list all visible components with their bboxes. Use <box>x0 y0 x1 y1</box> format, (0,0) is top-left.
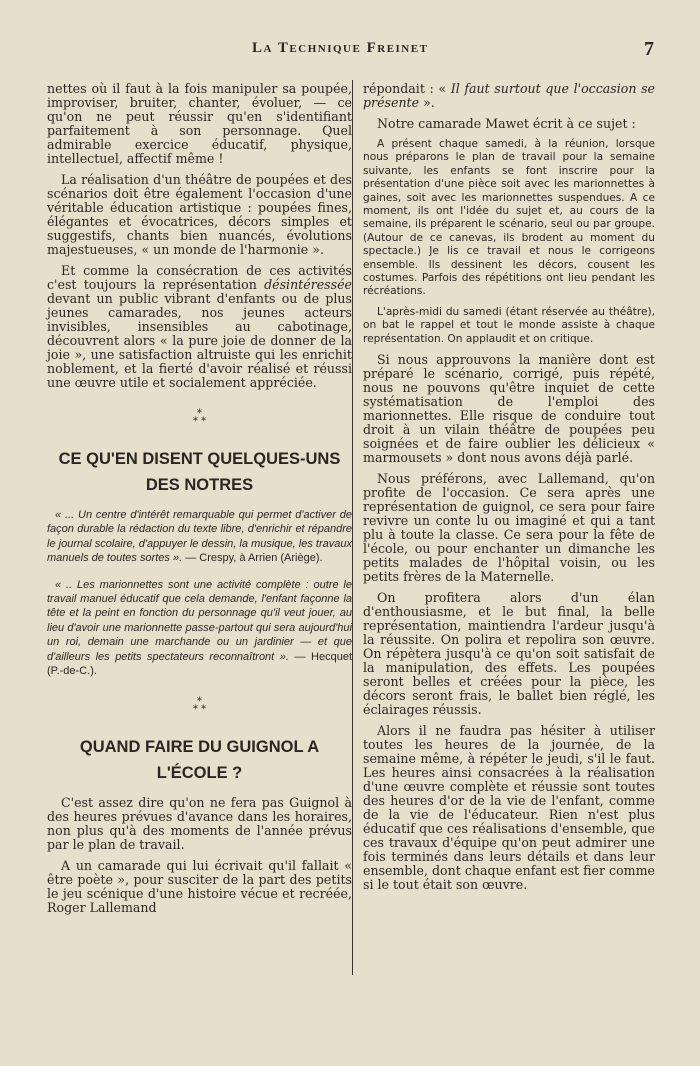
paragraph <box>363 82 655 110</box>
asterism-ornament: * * * <box>192 408 207 427</box>
right-column <box>363 82 655 899</box>
text-run: Et comme la consécration de ces activités c'est toujours la représentation <box>47 263 352 292</box>
emphasis: désintéressée <box>264 277 352 292</box>
running-head: La Technique Freinet <box>252 40 429 56</box>
page-number: 7 <box>644 38 654 60</box>
paragraph: On profitera alors d'un élan d'enthousiasme, et le but final, la belle représentation, maintiendra l'ardeur jusqu'à la réussite. On polira et repolira son œuvre. On répètera jusqu'à ce qu'on soit satisfait de la manipulation, des effets. Les poupées seront belles et créées pour la pièce, les décors seront frais, le ballet bien réglé, les éclairages réussis. <box>363 590 655 718</box>
paragraph: Nous préférons, avec Lallemand, qu'on profite de l'occasion. Ce sera après une représentation de guignol, ce sera pour faire revivre un conte lu ou imaginé et qui a tant plu à toute la classe. Ce sera pour la fête de l'école, ou pour enchanter un dimanche les petits malades de l'hôpital voisin, ou les petits frères de la Maternelle. <box>363 471 655 585</box>
paragraph <box>47 264 352 390</box>
paragraph: A un camarade qui lui écrivait qu'il fallait « être poète », pour susciter de la part des petits le jeu scénique d'une histoire vécue et recréée, Roger Lallemand <box>47 858 352 916</box>
section-heading: CE QU'EN DISENT QUELQUES-UNS DES NOTRES <box>58 450 341 494</box>
left-column <box>47 82 352 922</box>
text-run: répondait : « <box>363 81 447 96</box>
quote-author: — Crespy, à Arrien (Ariège). <box>185 552 323 565</box>
quote-text: « .. Les marionnettes sont une activité complète : outre le travail manuel éducatif que cela demande, l'enfant façonne la tête et la peint en fonction du personnage qu'il veut jouer, au lieu d'avoir une marionnette passe-partout qui sera aujourd'hui un roi, demain une marchande ou un jardinier — et que d'ailleurs les petits spectateurs reconnaîtront ». <box>47 578 352 663</box>
asterism-ornament: * * * <box>192 696 207 716</box>
text-run: ». <box>423 95 435 110</box>
paragraph: Si nous approuvons la manière dont est préparé le scénario, corrigé, puis répété, nous ne pouvons qu'être inquiet de cette systématisation de l'emploi des marionnettes. Elle risque de conduire tout droit à un vilain théâtre de poupées peu soignées et de faire oublier les délicieux « marmousets » dont nous avons déjà parlé. <box>363 352 655 466</box>
column-rule <box>352 80 353 975</box>
paragraph: Alors il ne faudra pas hésiter à utiliser toutes les heures de la journée, de la semaine même, à répéter le jeudi, s'il le faut. Les heures ainsi consacrées à la réalisation d'une œuvre complète et réussie sont toutes des heures d'or de la vie de l'enfant, comme de la vie de l'éducateur. Rien n'est plus éducatif que ces réalisations d'ensemble, que ces travaux d'équipe qu'on peut admirer une fois terminés dans leurs détails et dans leur ensemble, dont chaque enfant est fier comme si le tout était son œuvre. <box>363 723 655 893</box>
paragraph: nettes où il faut à la fois manipuler sa poupée, improviser, bruiter, chanter, évoluer, — ce qu'on ne peut réussir qu'en s'identifiant parfaitement à son personnage. Quel admirable exercice éducatif, physique, intellectuel, affectif même ! <box>47 81 352 166</box>
emphasis: Il faut surtout que l'occasion se présente <box>363 81 655 110</box>
paragraph: La réalisation d'un théâtre de poupées et des scénarios doit être également l'occasion d'une véritable éducation artistique : poupées fines, élégantes et évocatrices, décors simples et suggestifs, chants bien nuancés, évolutions majestueuses, « un monde de l'harmonie ». <box>47 172 352 257</box>
quotation <box>47 508 352 566</box>
text-run: devant un public vibrant d'enfants ou de plus jeunes camarades, nos jeunes acteurs invisibles, insensibles au cabotinage, découvrent alors « la pure joie de donner de la joie », une satisfaction altruiste qui les enrichit noblement, et la fierté d'avoir réalisé et réussi une œuvre utile et socialement appréciée. <box>47 291 352 390</box>
quote-author: — Hecquet (P.-de-C.). <box>47 650 353 678</box>
paragraph: C'est assez dire qu'on ne fera pas Guignol à des heures prévues d'avance dans les horaires, non plus qu'à des moments de l'année prévus par le plan de travail. <box>47 795 352 853</box>
section-heading: QUAND FAIRE DU GUIGNOL A L'ÉCOLE ? <box>79 738 320 783</box>
quote-text: « ... Un centre d'intérêt remarquable qui permet d'activer de façon durable la rédaction du texte libre, d'enrichir et répandre le journal scolaire, d'appuyer le dessin, la musique, les travaux manuels de toutes sortes ». <box>47 509 352 565</box>
quoted-letter: A présent chaque samedi, à la réunion, lorsque nous préparons le plan de travail pour la semaine suivante, les enfants se font inscrire pour la présentation d'une pièce soit avec les marionnettes à gaines, soit avec les marionnettes suspendues. A ce moment, ils ont l'idée du sujet et, au cours de la semaine, ils préparent le scénario, seul ou par groupe. (Autour de ce canevas, ils brodent au moment du spectacle.) Je lis ce travail et nous le corrigeons ensemble. Ils dessinent les décors, cousent les costumes. Parfois des répétitions ont lieu pendant les récréations. <box>363 138 655 298</box>
paragraph: Notre camarade Mawet écrit à ce sujet : <box>377 116 636 131</box>
quotation <box>47 578 352 679</box>
quoted-letter: L'après-midi du samedi (étant réservée au théâtre), on bat le rappel et tout le monde assiste à chaque représentation. On applaudit et on critique. <box>363 305 655 345</box>
